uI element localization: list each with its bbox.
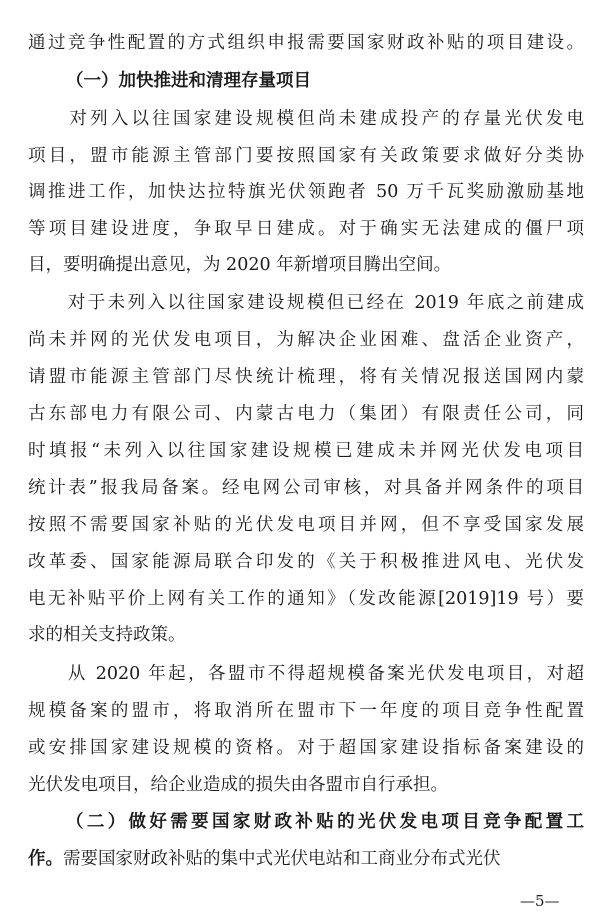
paragraph-line: 规模备案的盟市，将取消所在盟市下一年度的项目竞争性配置: [28, 701, 584, 721]
paragraph-line: 改革委、国家能源局联合印发的《关于积极推进风电、光伏发: [28, 552, 584, 572]
paragraph-line: 通过竞争性配置的方式组织申报需要国家财政补贴的项目建设。: [28, 33, 584, 53]
paragraph-line: 或安排国家建设规模的资格。对于超国家建设指标备案建设的: [28, 738, 584, 758]
paragraph-line: 请盟市能源主管部门尽快统计梳理，将有关情况报送国网内蒙: [28, 367, 584, 387]
section-heading-2: （二）做好需要国家财政补贴的光伏发电项目竞争配置工: [66, 812, 584, 832]
paragraph-line: 按照不需要国家补贴的光伏发电项目并网，但不享受国家发展: [28, 515, 584, 535]
paragraph-line: [28, 848, 584, 870]
paragraph-line: 等项目建设进度，争取早日建成。对于确实无法建成的僵尸项: [28, 219, 584, 239]
paragraph-line: 求的相关支持政策。: [28, 625, 186, 645]
paragraph-line: 光伏发电项目，给企业造成的损失由各盟市自行承担。: [28, 775, 448, 795]
page-number: —5—: [520, 892, 560, 910]
paragraph-line: 对于未列入以往国家建设规模但已经在 2019 年底之前建成: [28, 293, 584, 313]
paragraph-line: 调推进工作，加快达拉特旗光伏领跑者 50 万千瓦奖励激励基地: [28, 182, 584, 202]
paragraph-text: 需要国家财政补贴的集中式光伏电站和工商业分布式光伏: [63, 849, 501, 869]
paragraph-line: 项目，盟市能源主管部门要按照国家有关政策要求做好分类协: [28, 146, 584, 166]
paragraph-line: 尚未并网的光伏发电项目，为解决企业困难、盘活企业资产，: [28, 330, 584, 350]
paragraph-line: 电无补贴平价上网有关工作的通知》（发改能源[2019]19 号）要: [28, 589, 584, 609]
paragraph-line: 从 2020 年起，各盟市不得超规模备案光伏发电项目，对超: [28, 664, 584, 684]
paragraph-line: 古东部电力有限公司、内蒙古电力（集团）有限责任公司，同: [28, 404, 584, 424]
section-heading-1: （一）加快推进和清理存量项目: [66, 71, 311, 91]
paragraph-line: 对列入以往国家建设规模但尚未建成投产的存量光伏发电: [28, 109, 584, 129]
paragraph-line: 统计表”报我局备案。经电网公司审核，对具备并网条件的项目: [28, 478, 584, 498]
paragraph-line: 目，要明确提出意见，为 2020 年新增项目腾出空间。: [28, 255, 452, 275]
section-heading-2-continued: 作。: [28, 849, 63, 869]
paragraph-line: 时填报“未列入以往国家建设规模已建成未并网光伏发电项目: [28, 441, 584, 461]
